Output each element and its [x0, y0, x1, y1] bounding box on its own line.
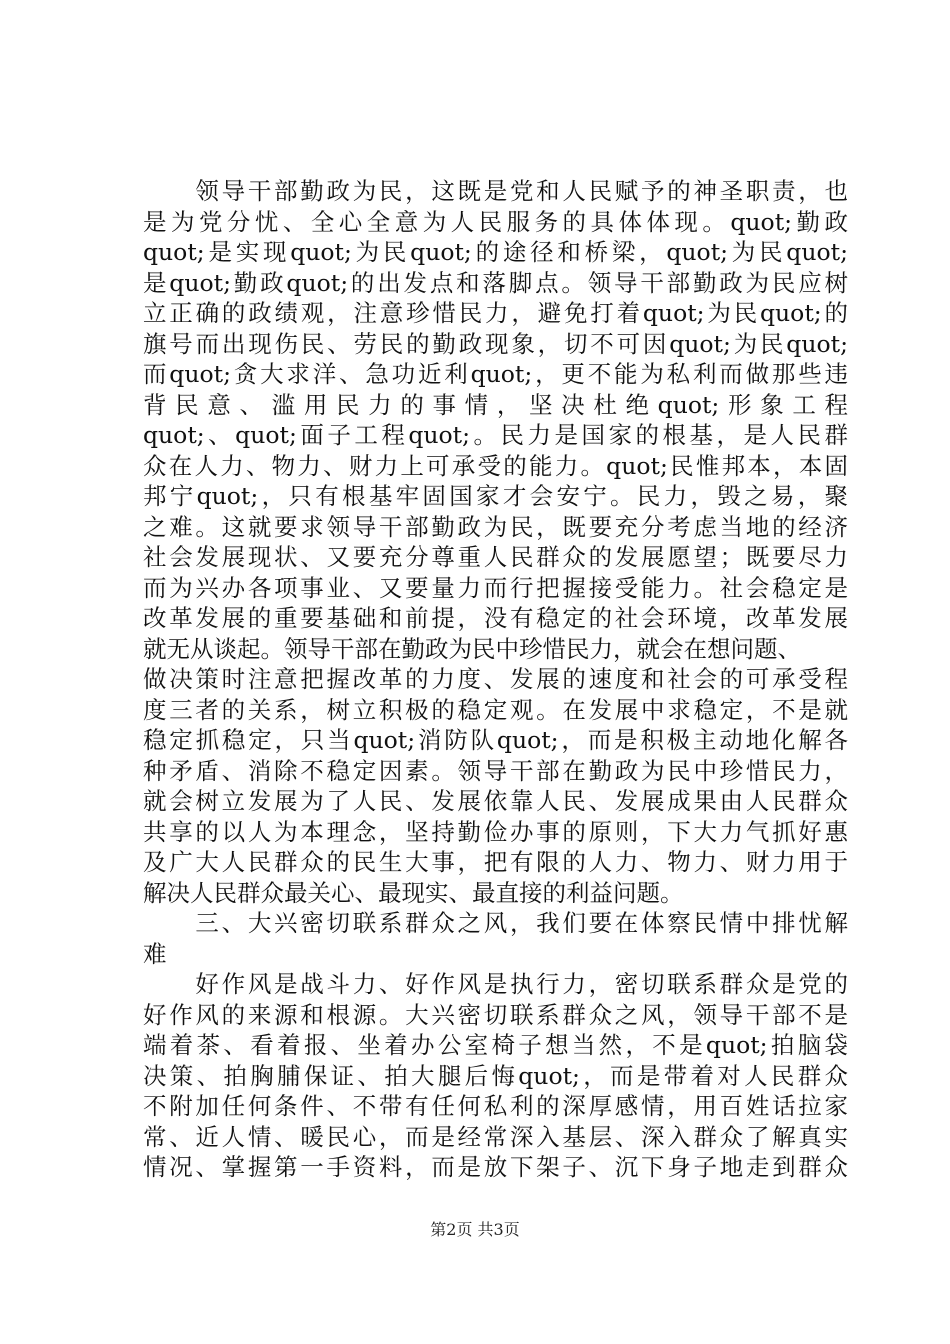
text-line: 众在人力、物力、财力上可承受的能力。quot;民惟邦本，本固: [143, 451, 848, 480]
section-heading-line: 难: [143, 939, 167, 968]
text-line: 常、近人情、暖民心，而是经常深入基层、深入群众了解真实: [143, 1122, 848, 1151]
text-line: 社会发展现状、又要充分尊重人民群众的发展愿望；既要尽力: [143, 543, 848, 571]
text-line: 背民意、滥用民力的事情，坚决杜绝quot;形象工程: [143, 390, 848, 419]
text-line: 解决人民群众最关心、最现实、最直接的利益问题。: [143, 878, 684, 907]
text-line: 而quot;贪大求洋、急功近利quot;，更不能为私利而做那些违: [143, 360, 848, 388]
text-line: 是quot;勤政quot;的出发点和落脚点。领导干部勤政为民应树: [143, 268, 848, 297]
text-line: 就会树立发展为了人民、发展依靠人民、发展成果由人民群众: [143, 787, 848, 815]
text-line: 就无从谈起。领导干部在勤政为民中珍惜民力，就会在想问题、: [143, 634, 801, 663]
text-line: 而为兴办各项事业、又要量力而行把握接受能力。社会稳定是: [143, 573, 848, 602]
text-line: 共享的以人为本理念，坚持勤俭办事的原则，下大力气抓好惠: [143, 817, 848, 846]
section-heading-line: 三、大兴密切联系群众之风，我们要在体察民情中排忧解: [143, 909, 848, 937]
text-line: 领导干部勤政为民，这既是党和人民赋予的神圣职责，也: [143, 177, 848, 205]
text-line: 端着茶、看着报、坐着办公室椅子想当然，不是quot;拍脑袋: [143, 1031, 848, 1059]
page-number: 第2页 共3页: [430, 1220, 520, 1239]
text-line: 种矛盾、消除不稳定因素。领导干部在勤政为民中珍惜民力，: [143, 756, 848, 785]
text-line: 立正确的政绩观，注意珍惜民力，避免打着quot;为民quot;的: [143, 299, 848, 327]
text-line: 决策、拍胸脯保证、拍大腿后悔quot;，而是带着对人民群众: [143, 1061, 848, 1090]
text-line: 稳定抓稳定，只当quot;消防队quot;，而是积极主动地化解各: [143, 726, 848, 754]
text-line: quot;、quot;面子工程quot;。民力是国家的根基，是人民群: [143, 421, 848, 449]
text-line: 好作风是战斗力、好作风是执行力，密切联系群众是党的: [143, 970, 848, 998]
text-line: 旗号而出现伤民、劳民的勤政现象，切不可因quot;为民quot;: [143, 329, 848, 358]
text-line: 不附加任何条件、不带有任何私利的深厚感情，用百姓话拉家: [143, 1092, 848, 1120]
text-line: 之难。这就要求领导干部勤政为民，既要充分考虑当地的经济: [143, 512, 848, 541]
body-text: [143, 176, 848, 1183]
text-line: 度三者的关系，树立积极的稳定观。在发展中求稳定，不是就: [143, 695, 848, 724]
text-line: 是为党分忧、全心全意为人民服务的具体体现。quot;勤政: [143, 207, 848, 236]
text-line: 邦宁quot;，只有根基牢固国家才会安宁。民力，毁之易，聚: [143, 482, 848, 510]
text-line: quot;是实现quot;为民quot;的途径和桥梁，quot;为民quot;: [143, 238, 848, 266]
text-line: 做决策时注意把握改革的力度、发展的速度和社会的可承受程: [143, 665, 848, 693]
text-line: 及广大人民群众的民生大事，把有限的人力、物力、财力用于: [143, 848, 848, 876]
text-line: 好作风的来源和根源。大兴密切联系群众之风，领导干部不是: [143, 1000, 848, 1029]
text-line: 情况、掌握第一手资料，而是放下架子、沉下身子地走到群众: [143, 1153, 848, 1181]
text-line: 改革发展的重要基础和前提，没有稳定的社会环境，改革发展: [143, 604, 848, 632]
